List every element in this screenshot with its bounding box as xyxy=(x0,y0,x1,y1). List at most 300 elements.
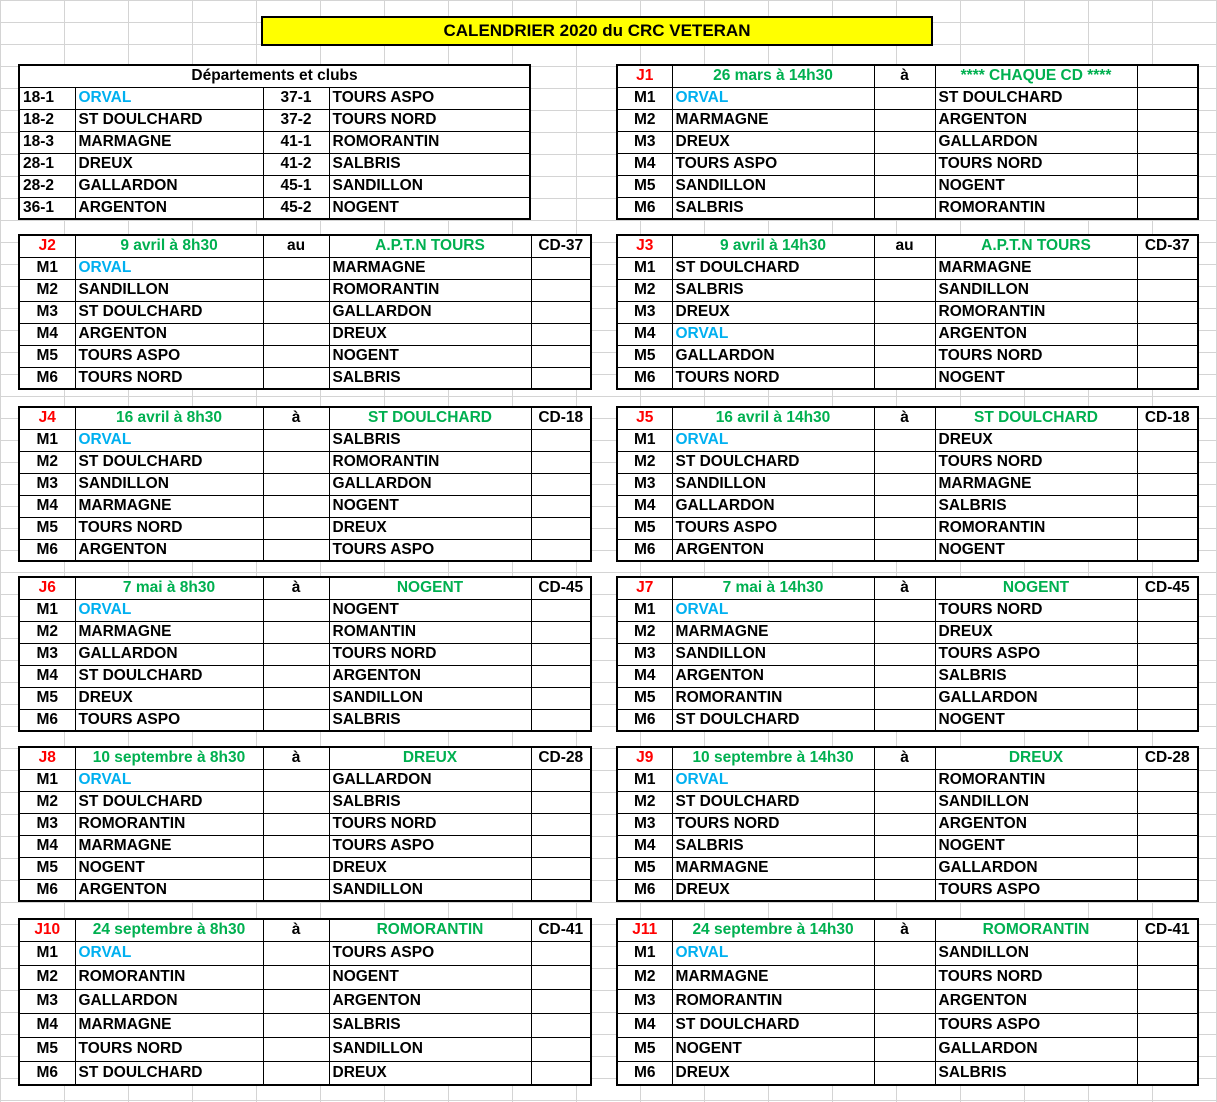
match-separator xyxy=(263,621,329,643)
match-number: M1 xyxy=(617,87,672,109)
departments-table xyxy=(18,64,531,220)
department-code: 37-1 xyxy=(263,87,329,109)
match-away-team: TOURS ASPO xyxy=(935,1013,1137,1037)
journee-location: ROMORANTIN xyxy=(935,919,1137,941)
match-number: M3 xyxy=(19,643,75,665)
journee-cd: CD-41 xyxy=(531,919,591,941)
match-extra xyxy=(1137,197,1198,219)
journee-date: 10 septembre à 8h30 xyxy=(75,747,263,769)
match-home-team: SANDILLON xyxy=(672,643,874,665)
match-number: M4 xyxy=(617,323,672,345)
journee-preposition: à xyxy=(263,747,329,769)
match-home-team: ST DOULCHARD xyxy=(672,1013,874,1037)
journee-id: J7 xyxy=(617,577,672,599)
journee-header-row xyxy=(617,235,1198,257)
match-away-team: SANDILLON xyxy=(935,279,1137,301)
club-name: SALBRIS xyxy=(329,153,530,175)
journee-cd: CD-28 xyxy=(531,747,591,769)
match-home-team: ROMORANTIN xyxy=(672,687,874,709)
match-row xyxy=(19,941,591,965)
journee-table-j2 xyxy=(18,234,592,390)
match-number: M6 xyxy=(19,709,75,731)
match-home-team: ARGENTON xyxy=(75,323,263,345)
club-name: ARGENTON xyxy=(75,197,263,219)
department-code: 18-2 xyxy=(19,109,75,131)
match-away-team: ARGENTON xyxy=(329,989,531,1013)
match-separator xyxy=(874,791,935,813)
match-number: M2 xyxy=(19,621,75,643)
journee-header-row xyxy=(617,747,1198,769)
match-row xyxy=(19,473,591,495)
match-extra xyxy=(531,1013,591,1037)
match-extra xyxy=(1137,989,1198,1013)
match-number: M1 xyxy=(19,257,75,279)
journee-id: J11 xyxy=(617,919,672,941)
match-row xyxy=(617,109,1198,131)
journee-id: J2 xyxy=(19,235,75,257)
match-away-team: SALBRIS xyxy=(329,367,531,389)
match-away-team: GALLARDON xyxy=(935,131,1137,153)
match-extra xyxy=(1137,665,1198,687)
match-extra xyxy=(1137,367,1198,389)
match-extra xyxy=(531,599,591,621)
match-away-team: ARGENTON xyxy=(935,989,1137,1013)
match-extra xyxy=(1137,1013,1198,1037)
match-extra xyxy=(1137,257,1198,279)
match-separator xyxy=(874,687,935,709)
match-away-team: SALBRIS xyxy=(935,1061,1137,1085)
journee-location: NOGENT xyxy=(329,577,531,599)
match-separator xyxy=(874,1013,935,1037)
match-extra xyxy=(1137,879,1198,901)
match-number: M4 xyxy=(617,1013,672,1037)
match-extra xyxy=(1137,857,1198,879)
match-separator xyxy=(263,345,329,367)
match-extra xyxy=(531,989,591,1013)
match-number: M3 xyxy=(19,989,75,1013)
match-extra xyxy=(531,835,591,857)
match-extra xyxy=(531,643,591,665)
match-away-team: ROMORANTIN xyxy=(329,279,531,301)
match-home-team: SANDILLON xyxy=(672,175,874,197)
match-number: M1 xyxy=(19,429,75,451)
journee-cd: CD-18 xyxy=(531,407,591,429)
match-separator xyxy=(874,301,935,323)
match-away-team: TOURS NORD xyxy=(329,813,531,835)
match-away-team: DREUX xyxy=(329,517,531,539)
match-separator xyxy=(874,857,935,879)
match-row xyxy=(617,495,1198,517)
match-away-team: SANDILLON xyxy=(935,941,1137,965)
match-row xyxy=(19,791,591,813)
match-home-team: ST DOULCHARD xyxy=(75,1061,263,1085)
match-row xyxy=(617,709,1198,731)
match-extra xyxy=(531,279,591,301)
match-home-team: DREUX xyxy=(672,301,874,323)
department-code: 36-1 xyxy=(19,197,75,219)
match-separator xyxy=(874,367,935,389)
journee-table-j1 xyxy=(616,64,1199,220)
club-name: ST DOULCHARD xyxy=(75,109,263,131)
page-title: CALENDRIER 2020 du CRC VETERAN xyxy=(261,16,933,46)
match-row xyxy=(617,599,1198,621)
match-separator xyxy=(263,473,329,495)
match-home-team: GALLARDON xyxy=(75,989,263,1013)
match-away-team: ROMORANTIN xyxy=(935,197,1137,219)
match-home-team: GALLARDON xyxy=(672,345,874,367)
journee-header-row xyxy=(19,577,591,599)
journee-table-j5 xyxy=(616,406,1199,562)
match-away-team: ARGENTON xyxy=(329,665,531,687)
match-extra xyxy=(531,539,591,561)
match-away-team: MARMAGNE xyxy=(329,257,531,279)
match-number: M2 xyxy=(617,279,672,301)
match-extra xyxy=(1137,769,1198,791)
match-away-team: SANDILLON xyxy=(935,791,1137,813)
match-number: M3 xyxy=(617,813,672,835)
journee-cd: CD-28 xyxy=(1137,747,1198,769)
match-row xyxy=(617,941,1198,965)
match-row xyxy=(19,517,591,539)
department-code: 45-1 xyxy=(263,175,329,197)
match-separator xyxy=(874,279,935,301)
match-separator xyxy=(263,451,329,473)
match-away-team: TOURS ASPO xyxy=(329,835,531,857)
match-away-team: NOGENT xyxy=(329,965,531,989)
match-away-team: MARMAGNE xyxy=(935,473,1137,495)
match-home-team: SANDILLON xyxy=(75,473,263,495)
journee-location: **** CHAQUE CD **** xyxy=(935,65,1137,87)
department-row xyxy=(19,197,530,219)
match-home-team: ST DOULCHARD xyxy=(75,451,263,473)
match-extra xyxy=(531,257,591,279)
match-separator xyxy=(874,989,935,1013)
journee-table-j7 xyxy=(616,576,1199,732)
match-number: M2 xyxy=(617,791,672,813)
match-row xyxy=(19,857,591,879)
journee-date: 24 septembre à 14h30 xyxy=(672,919,874,941)
journee-date: 9 avril à 8h30 xyxy=(75,235,263,257)
match-home-team: SALBRIS xyxy=(672,197,874,219)
match-number: M4 xyxy=(19,835,75,857)
match-away-team: TOURS NORD xyxy=(935,345,1137,367)
journee-location: NOGENT xyxy=(935,577,1137,599)
match-extra xyxy=(1137,301,1198,323)
match-row xyxy=(19,687,591,709)
match-number: M5 xyxy=(617,857,672,879)
match-extra xyxy=(1137,517,1198,539)
match-home-team: DREUX xyxy=(75,687,263,709)
match-row xyxy=(617,835,1198,857)
match-away-team: GALLARDON xyxy=(329,473,531,495)
match-separator xyxy=(263,813,329,835)
match-home-team: ST DOULCHARD xyxy=(672,791,874,813)
match-home-team: ARGENTON xyxy=(75,539,263,561)
match-number: M3 xyxy=(617,989,672,1013)
match-extra xyxy=(1137,709,1198,731)
match-extra xyxy=(531,323,591,345)
match-number: M6 xyxy=(19,879,75,901)
match-extra xyxy=(531,879,591,901)
match-away-team: ROMORANTIN xyxy=(935,769,1137,791)
match-number: M4 xyxy=(617,153,672,175)
club-name: GALLARDON xyxy=(75,175,263,197)
match-number: M5 xyxy=(19,345,75,367)
match-home-team: DREUX xyxy=(672,879,874,901)
match-separator xyxy=(263,1061,329,1085)
match-row xyxy=(617,517,1198,539)
match-separator xyxy=(874,879,935,901)
match-row xyxy=(19,495,591,517)
club-name: DREUX xyxy=(75,153,263,175)
match-home-team: SALBRIS xyxy=(672,835,874,857)
departments-header-row xyxy=(19,65,530,87)
match-away-team: NOGENT xyxy=(329,495,531,517)
match-away-team: DREUX xyxy=(329,1061,531,1085)
match-home-team: MARMAGNE xyxy=(672,965,874,989)
match-separator xyxy=(263,643,329,665)
match-extra xyxy=(531,687,591,709)
match-separator xyxy=(263,879,329,901)
match-number: M4 xyxy=(617,835,672,857)
department-row xyxy=(19,153,530,175)
journee-table-j8 xyxy=(18,746,592,902)
match-number: M5 xyxy=(19,1037,75,1061)
journee-location: ST DOULCHARD xyxy=(935,407,1137,429)
match-separator xyxy=(263,965,329,989)
match-separator xyxy=(874,87,935,109)
match-home-team: SALBRIS xyxy=(672,279,874,301)
journee-date: 24 septembre à 8h30 xyxy=(75,919,263,941)
match-home-team: ROMORANTIN xyxy=(75,813,263,835)
match-number: M3 xyxy=(19,301,75,323)
match-extra xyxy=(1137,599,1198,621)
match-number: M1 xyxy=(617,941,672,965)
match-extra xyxy=(1137,109,1198,131)
match-row xyxy=(19,323,591,345)
match-separator xyxy=(263,1013,329,1037)
match-row xyxy=(617,643,1198,665)
match-row xyxy=(19,965,591,989)
match-row xyxy=(19,1013,591,1037)
match-number: M2 xyxy=(19,279,75,301)
match-number: M6 xyxy=(617,1061,672,1085)
match-row xyxy=(617,175,1198,197)
match-extra xyxy=(531,345,591,367)
match-extra xyxy=(531,621,591,643)
match-separator xyxy=(263,989,329,1013)
department-code: 28-1 xyxy=(19,153,75,175)
department-code: 18-3 xyxy=(19,131,75,153)
match-extra xyxy=(1137,323,1198,345)
match-number: M2 xyxy=(19,791,75,813)
match-separator xyxy=(263,367,329,389)
match-row xyxy=(19,257,591,279)
match-extra xyxy=(531,1061,591,1085)
match-number: M1 xyxy=(19,769,75,791)
match-extra xyxy=(1137,175,1198,197)
match-number: M6 xyxy=(617,367,672,389)
department-code: 18-1 xyxy=(19,87,75,109)
match-away-team: NOGENT xyxy=(935,539,1137,561)
match-away-team: ARGENTON xyxy=(935,109,1137,131)
match-separator xyxy=(263,835,329,857)
match-away-team: SANDILLON xyxy=(329,1037,531,1061)
match-extra xyxy=(1137,1061,1198,1085)
match-row xyxy=(617,1061,1198,1085)
club-name: ORVAL xyxy=(75,87,263,109)
match-away-team: SALBRIS xyxy=(935,495,1137,517)
match-away-team: DREUX xyxy=(935,621,1137,643)
match-number: M5 xyxy=(617,1037,672,1061)
match-separator xyxy=(874,345,935,367)
match-home-team: SANDILLON xyxy=(75,279,263,301)
match-away-team: NOGENT xyxy=(935,835,1137,857)
match-separator xyxy=(874,429,935,451)
match-separator xyxy=(263,1037,329,1061)
journee-cd: CD-37 xyxy=(531,235,591,257)
match-row xyxy=(19,451,591,473)
match-away-team: SALBRIS xyxy=(329,429,531,451)
match-away-team: ARGENTON xyxy=(935,323,1137,345)
match-away-team: TOURS ASPO xyxy=(329,941,531,965)
match-number: M2 xyxy=(19,451,75,473)
match-home-team: ARGENTON xyxy=(672,539,874,561)
match-separator xyxy=(874,451,935,473)
journee-preposition: à xyxy=(874,407,935,429)
match-row xyxy=(617,301,1198,323)
match-home-team: GALLARDON xyxy=(75,643,263,665)
match-number: M1 xyxy=(617,257,672,279)
match-away-team: SALBRIS xyxy=(329,1013,531,1037)
match-away-team: TOURS NORD xyxy=(935,599,1137,621)
journee-preposition: à xyxy=(874,747,935,769)
match-separator xyxy=(874,109,935,131)
department-row xyxy=(19,87,530,109)
department-row xyxy=(19,175,530,197)
journee-date: 16 avril à 14h30 xyxy=(672,407,874,429)
match-away-team: GALLARDON xyxy=(935,857,1137,879)
match-home-team: ORVAL xyxy=(75,769,263,791)
match-home-team: ST DOULCHARD xyxy=(672,257,874,279)
match-home-team: ST DOULCHARD xyxy=(75,301,263,323)
match-extra xyxy=(1137,345,1198,367)
club-name: TOURS NORD xyxy=(329,109,530,131)
match-number: M4 xyxy=(19,1013,75,1037)
journee-preposition: au xyxy=(263,235,329,257)
match-row xyxy=(617,197,1198,219)
match-extra xyxy=(531,857,591,879)
match-number: M3 xyxy=(617,301,672,323)
journee-id: J3 xyxy=(617,235,672,257)
match-extra xyxy=(1137,621,1198,643)
match-away-team: DREUX xyxy=(935,429,1137,451)
match-separator xyxy=(874,643,935,665)
match-away-team: SALBRIS xyxy=(935,665,1137,687)
match-row xyxy=(617,965,1198,989)
match-extra xyxy=(531,517,591,539)
match-number: M6 xyxy=(617,197,672,219)
match-row xyxy=(617,813,1198,835)
match-home-team: ORVAL xyxy=(672,769,874,791)
journee-cd: CD-18 xyxy=(1137,407,1198,429)
match-separator xyxy=(874,709,935,731)
journee-preposition: à xyxy=(874,65,935,87)
match-number: M1 xyxy=(19,941,75,965)
match-home-team: ORVAL xyxy=(75,429,263,451)
match-away-team: TOURS NORD xyxy=(935,153,1137,175)
journee-location: ROMORANTIN xyxy=(329,919,531,941)
journee-preposition: à xyxy=(874,919,935,941)
match-extra xyxy=(531,1037,591,1061)
match-row xyxy=(19,539,591,561)
match-number: M6 xyxy=(19,1061,75,1085)
match-extra xyxy=(1137,1037,1198,1061)
match-row xyxy=(19,367,591,389)
match-number: M2 xyxy=(19,965,75,989)
match-number: M5 xyxy=(617,687,672,709)
journee-location: A.P.T.N TOURS xyxy=(329,235,531,257)
match-away-team: DREUX xyxy=(329,857,531,879)
match-separator xyxy=(874,153,935,175)
match-away-team: GALLARDON xyxy=(935,1037,1137,1061)
match-extra xyxy=(1137,451,1198,473)
match-home-team: MARMAGNE xyxy=(672,621,874,643)
match-home-team: TOURS ASPO xyxy=(75,345,263,367)
match-extra xyxy=(531,473,591,495)
journee-id: J10 xyxy=(19,919,75,941)
match-separator xyxy=(874,813,935,835)
match-row xyxy=(617,345,1198,367)
match-row xyxy=(19,879,591,901)
match-separator xyxy=(263,539,329,561)
journee-id: J9 xyxy=(617,747,672,769)
match-number: M3 xyxy=(19,813,75,835)
journee-table-j6 xyxy=(18,576,592,732)
journee-header-row xyxy=(617,577,1198,599)
match-number: M1 xyxy=(617,769,672,791)
match-home-team: ORVAL xyxy=(75,257,263,279)
match-number: M4 xyxy=(19,665,75,687)
match-row xyxy=(19,599,591,621)
journee-preposition: à xyxy=(263,919,329,941)
journee-date: 10 septembre à 14h30 xyxy=(672,747,874,769)
journee-preposition: à xyxy=(874,577,935,599)
match-home-team: ROMORANTIN xyxy=(672,989,874,1013)
match-row xyxy=(19,709,591,731)
match-number: M5 xyxy=(617,517,672,539)
match-separator xyxy=(874,131,935,153)
match-extra xyxy=(1137,87,1198,109)
match-row xyxy=(617,429,1198,451)
match-extra xyxy=(531,495,591,517)
match-separator xyxy=(263,599,329,621)
match-separator xyxy=(263,323,329,345)
match-separator xyxy=(874,835,935,857)
match-home-team: MARMAGNE xyxy=(75,835,263,857)
match-row xyxy=(19,279,591,301)
match-separator xyxy=(263,257,329,279)
match-separator xyxy=(874,621,935,643)
journee-cd: CD-41 xyxy=(1137,919,1198,941)
match-number: M6 xyxy=(19,539,75,561)
match-home-team: ORVAL xyxy=(672,941,874,965)
match-separator xyxy=(263,665,329,687)
match-extra xyxy=(1137,687,1198,709)
journee-header-row xyxy=(19,747,591,769)
match-extra xyxy=(531,429,591,451)
match-home-team: DREUX xyxy=(672,1061,874,1085)
